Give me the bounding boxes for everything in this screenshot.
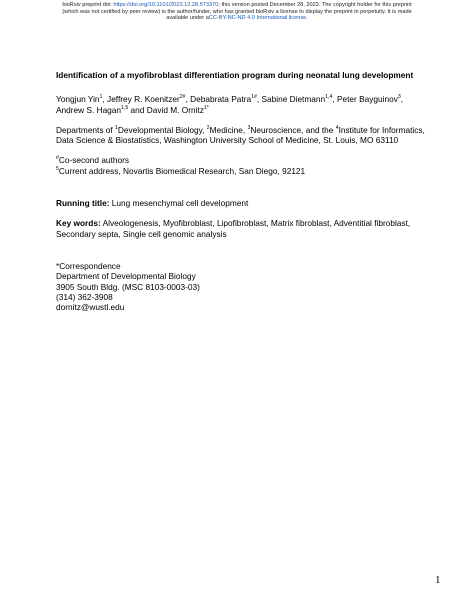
preprint-header [0,2,474,22]
correspondence-email[interactable]: dornitz@wustl.edu [56,302,125,313]
author: Andrew S. Hagan$^{1,5}$ and [56,104,147,115]
current-address-note: $^5$Current address, Novartis Biomedical Research, San Diego, 92121 [56,165,306,176]
title-page [56,70,426,312]
author: Jeffrey R. Koenitzer$^{2\#}$, [107,94,191,105]
header-text: available under a [166,15,209,22]
header-line-1 [0,2,474,9]
author: David M. Ornitz$^{1*}$ [146,104,209,115]
header-line-3 [0,15,474,22]
correspondence-heading: *Correspondence [56,260,121,271]
affiliations: Departments of $^1$Developmental Biology, $^2$Medicine, $^3$Neuroscience, and the $^4$Institute for Informatics, Data Science & Biostatistics, Washington University School of Medicine, St. Louis, MO 63110 [56,124,425,146]
paper-title: Identification of a myofibroblast differentiation program during neonatal lung development [56,70,414,80]
author: Debabrata Patra$^{1\#}$, [190,94,262,105]
author-list [56,94,426,115]
keywords: Key words: Alveologenesis, Myofibroblast, Lipofibroblast, Matrix fibroblast, Adventitial fibroblast, Secondary septa, Single cell genomic analysis [56,218,411,239]
correspondence-department: Department of Developmental Biology [56,271,196,282]
correspondence-address: 3905 South Bldg. (MSC 8103-0003-03) [56,281,200,292]
doi-link[interactable]: https://doi.org/10.1101/2023.12.28.573370 [113,2,219,8]
header-text: . [306,15,308,22]
header-line-2: (which was not certified by peer review) is the author/funder, who has granted bioRxiv a license to display the preprint in perpetuity. It is made [62,8,412,15]
license-link[interactable]: CC-BY-NC-ND 4.0 International license [208,15,307,22]
author: Peter Bayguinov$^3$, [336,94,404,105]
correspondence-phone: (314) 362-3908 [56,291,113,302]
running-title: Running title: Lung mesenchymal cell development [56,198,249,209]
correspondence-block [56,261,426,312]
header-text: ; this version posted December 28, 2023. The copyright holder for this preprint [218,2,412,8]
author: Sabine Dietmann$^{1,4}$, [261,94,337,105]
page-number: 1 [435,574,441,586]
author: Yongjun Yin$^1$, [56,94,108,105]
co-second-authors-note: #Co-second authors [56,155,129,166]
header-text: bioRxiv preprint doi: [62,2,114,8]
